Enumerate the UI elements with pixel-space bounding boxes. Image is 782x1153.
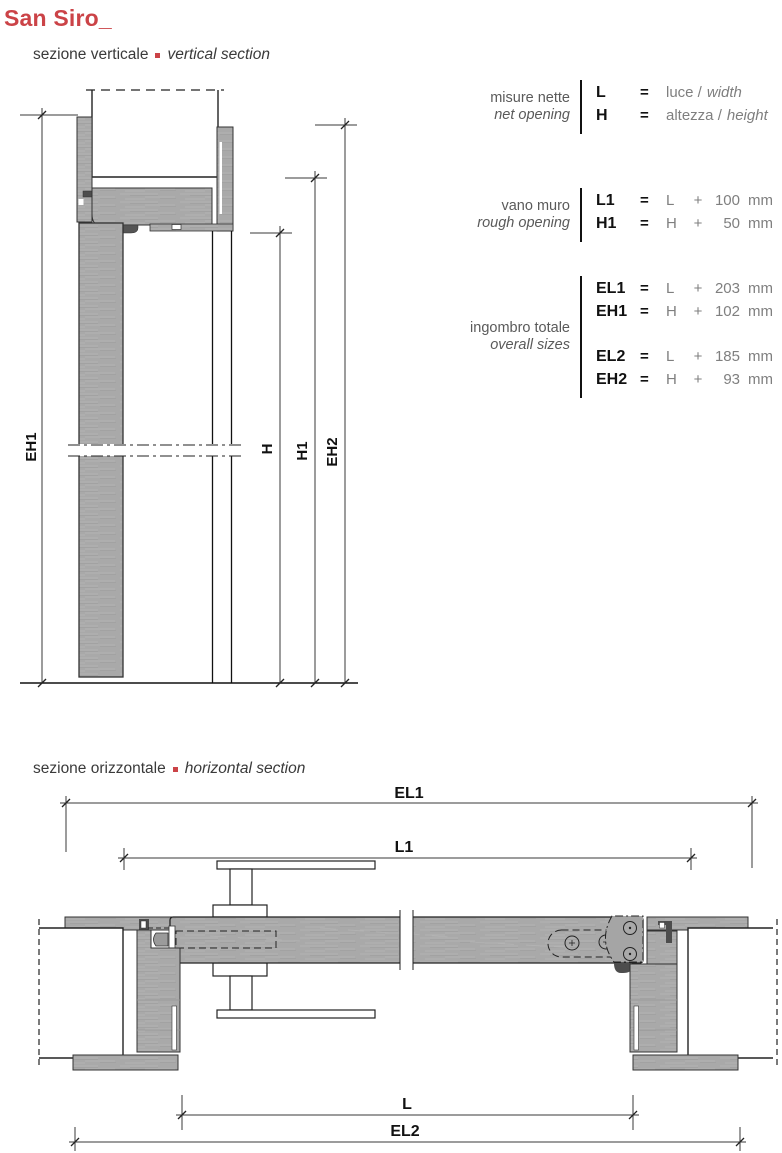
formula-base: L [666,280,675,297]
formula-unit: mm [748,303,773,320]
dimension-l1 [118,839,697,870]
equals-sign: = [640,215,649,232]
plus-sign: + [693,348,703,365]
plus-sign: + [693,215,703,232]
right-jamb-profile [217,127,233,231]
dim-symbol: H [596,107,608,124]
formula-value: 93 [723,371,740,388]
formula-base: L [666,192,675,209]
strike-detail [154,933,169,946]
post-foot [213,905,267,917]
panel-break-gap [401,910,413,970]
post-flange [217,1010,375,1018]
jamb-clip-dark [666,921,672,943]
formula-text-en: height [726,107,768,124]
screw-center [629,927,631,929]
screw-center [629,953,631,955]
dim-label-el2: EL2 [390,1123,420,1140]
formula-text: altezza / [666,107,722,124]
equals-sign: = [640,84,649,101]
track-body [92,188,212,225]
legend-label-it: vano muro [501,198,570,214]
dim-label-l1: L1 [394,839,414,856]
equals-sign: = [640,371,649,388]
dim-symbol: EL2 [596,348,626,365]
plaster-profile-bottom-left [73,1055,178,1070]
equals-sign: = [640,348,649,365]
break-gap [66,444,248,456]
dim-symbol: EL1 [596,280,626,297]
formula-value: 100 [714,192,740,209]
dim-symbol: EH2 [596,371,628,388]
jamb-profile-body [217,127,233,231]
cassette-cavity [92,90,218,177]
horizontal-section-drawing [39,785,777,1151]
equals-sign: = [640,192,649,209]
formula-unit: mm [748,348,773,365]
post-foot [213,963,267,976]
dim-label-h1: H1 [294,441,311,461]
dim-label-eh2: EH2 [324,437,341,467]
jamb-slot [172,1006,177,1050]
equals-sign: = [640,107,649,124]
plus-sign: + [693,371,703,388]
legend-label-en: net opening [494,107,570,123]
jamb-slot [634,1006,639,1050]
dim-symbol: EH1 [596,303,628,320]
clip-window [141,921,146,928]
formula-value: 102 [714,303,740,320]
floor-guide-shoe [614,963,632,973]
dim-symbol: H1 [596,215,617,232]
legend-label-it: misure nette [490,90,570,106]
counterframe-post-bottom [213,963,375,1018]
dim-symbol: L1 [596,192,615,209]
formula-unit: mm [748,280,773,297]
dimension-el2 [69,1123,746,1151]
profile-slot [220,142,223,214]
counterframe-post-top [213,861,375,917]
legend-label-it: ingombro totale [470,320,570,336]
plaster-profile-bottom-right [633,1055,738,1070]
dim-label-el1: EL1 [394,785,424,802]
right-wall [688,919,777,1067]
dim-label-eh1: EH1 [23,432,40,462]
dimension-eh2 [315,118,357,687]
section-break [66,444,248,456]
jamb-upper [647,931,677,964]
formula-unit: mm [748,215,773,232]
post-web [230,976,252,1010]
vertical-section-label-it: sezione verticale [33,46,149,63]
formula-value: 50 [723,215,740,232]
legend-label-en: rough opening [477,215,570,231]
track-foot [150,224,233,231]
formula-value: 185 [714,348,740,365]
legend-label-en: overall sizes [490,337,570,353]
dim-symbol: L [596,84,606,101]
horizontal-section-label-it: sezione orizzontale [33,760,166,777]
profile-notch [79,199,84,205]
formula-base: H [666,215,677,232]
horizontal-section-label-en: horizontal section [184,760,306,777]
wall-body [688,928,773,1058]
post-flange [217,861,375,869]
formula-text: luce / [666,84,702,101]
jamb-profile-body [77,117,92,222]
formula-unit: mm [748,371,773,388]
plus-sign: + [693,280,703,297]
equals-sign: = [640,280,649,297]
dim-label-h: H [259,443,276,455]
post-web [230,869,252,905]
dimension-h1 [285,171,327,687]
left-wall [39,919,127,1067]
formula-value: 203 [714,280,740,297]
formula-base: L [666,348,675,365]
equals-sign: = [640,303,649,320]
left-jamb-plan [137,930,180,1052]
dimension-h [250,226,292,687]
dimension-eh1 [20,108,78,687]
dim-label-l: L [402,1096,412,1113]
plus-sign: + [693,303,703,320]
track-notch [172,225,181,230]
formula-text-en: width [706,84,742,101]
page-title: San Siro_ [4,5,112,31]
vertical-section-label-en: vertical section [167,46,270,63]
formula-unit: mm [748,192,773,209]
plus-sign: + [693,192,703,209]
cassette-box [86,90,224,177]
formula-base: H [666,371,677,388]
clip-window [660,923,665,929]
wall-body [39,928,123,1058]
vertical-section-drawing [20,90,358,687]
formula-base: H [666,303,677,320]
